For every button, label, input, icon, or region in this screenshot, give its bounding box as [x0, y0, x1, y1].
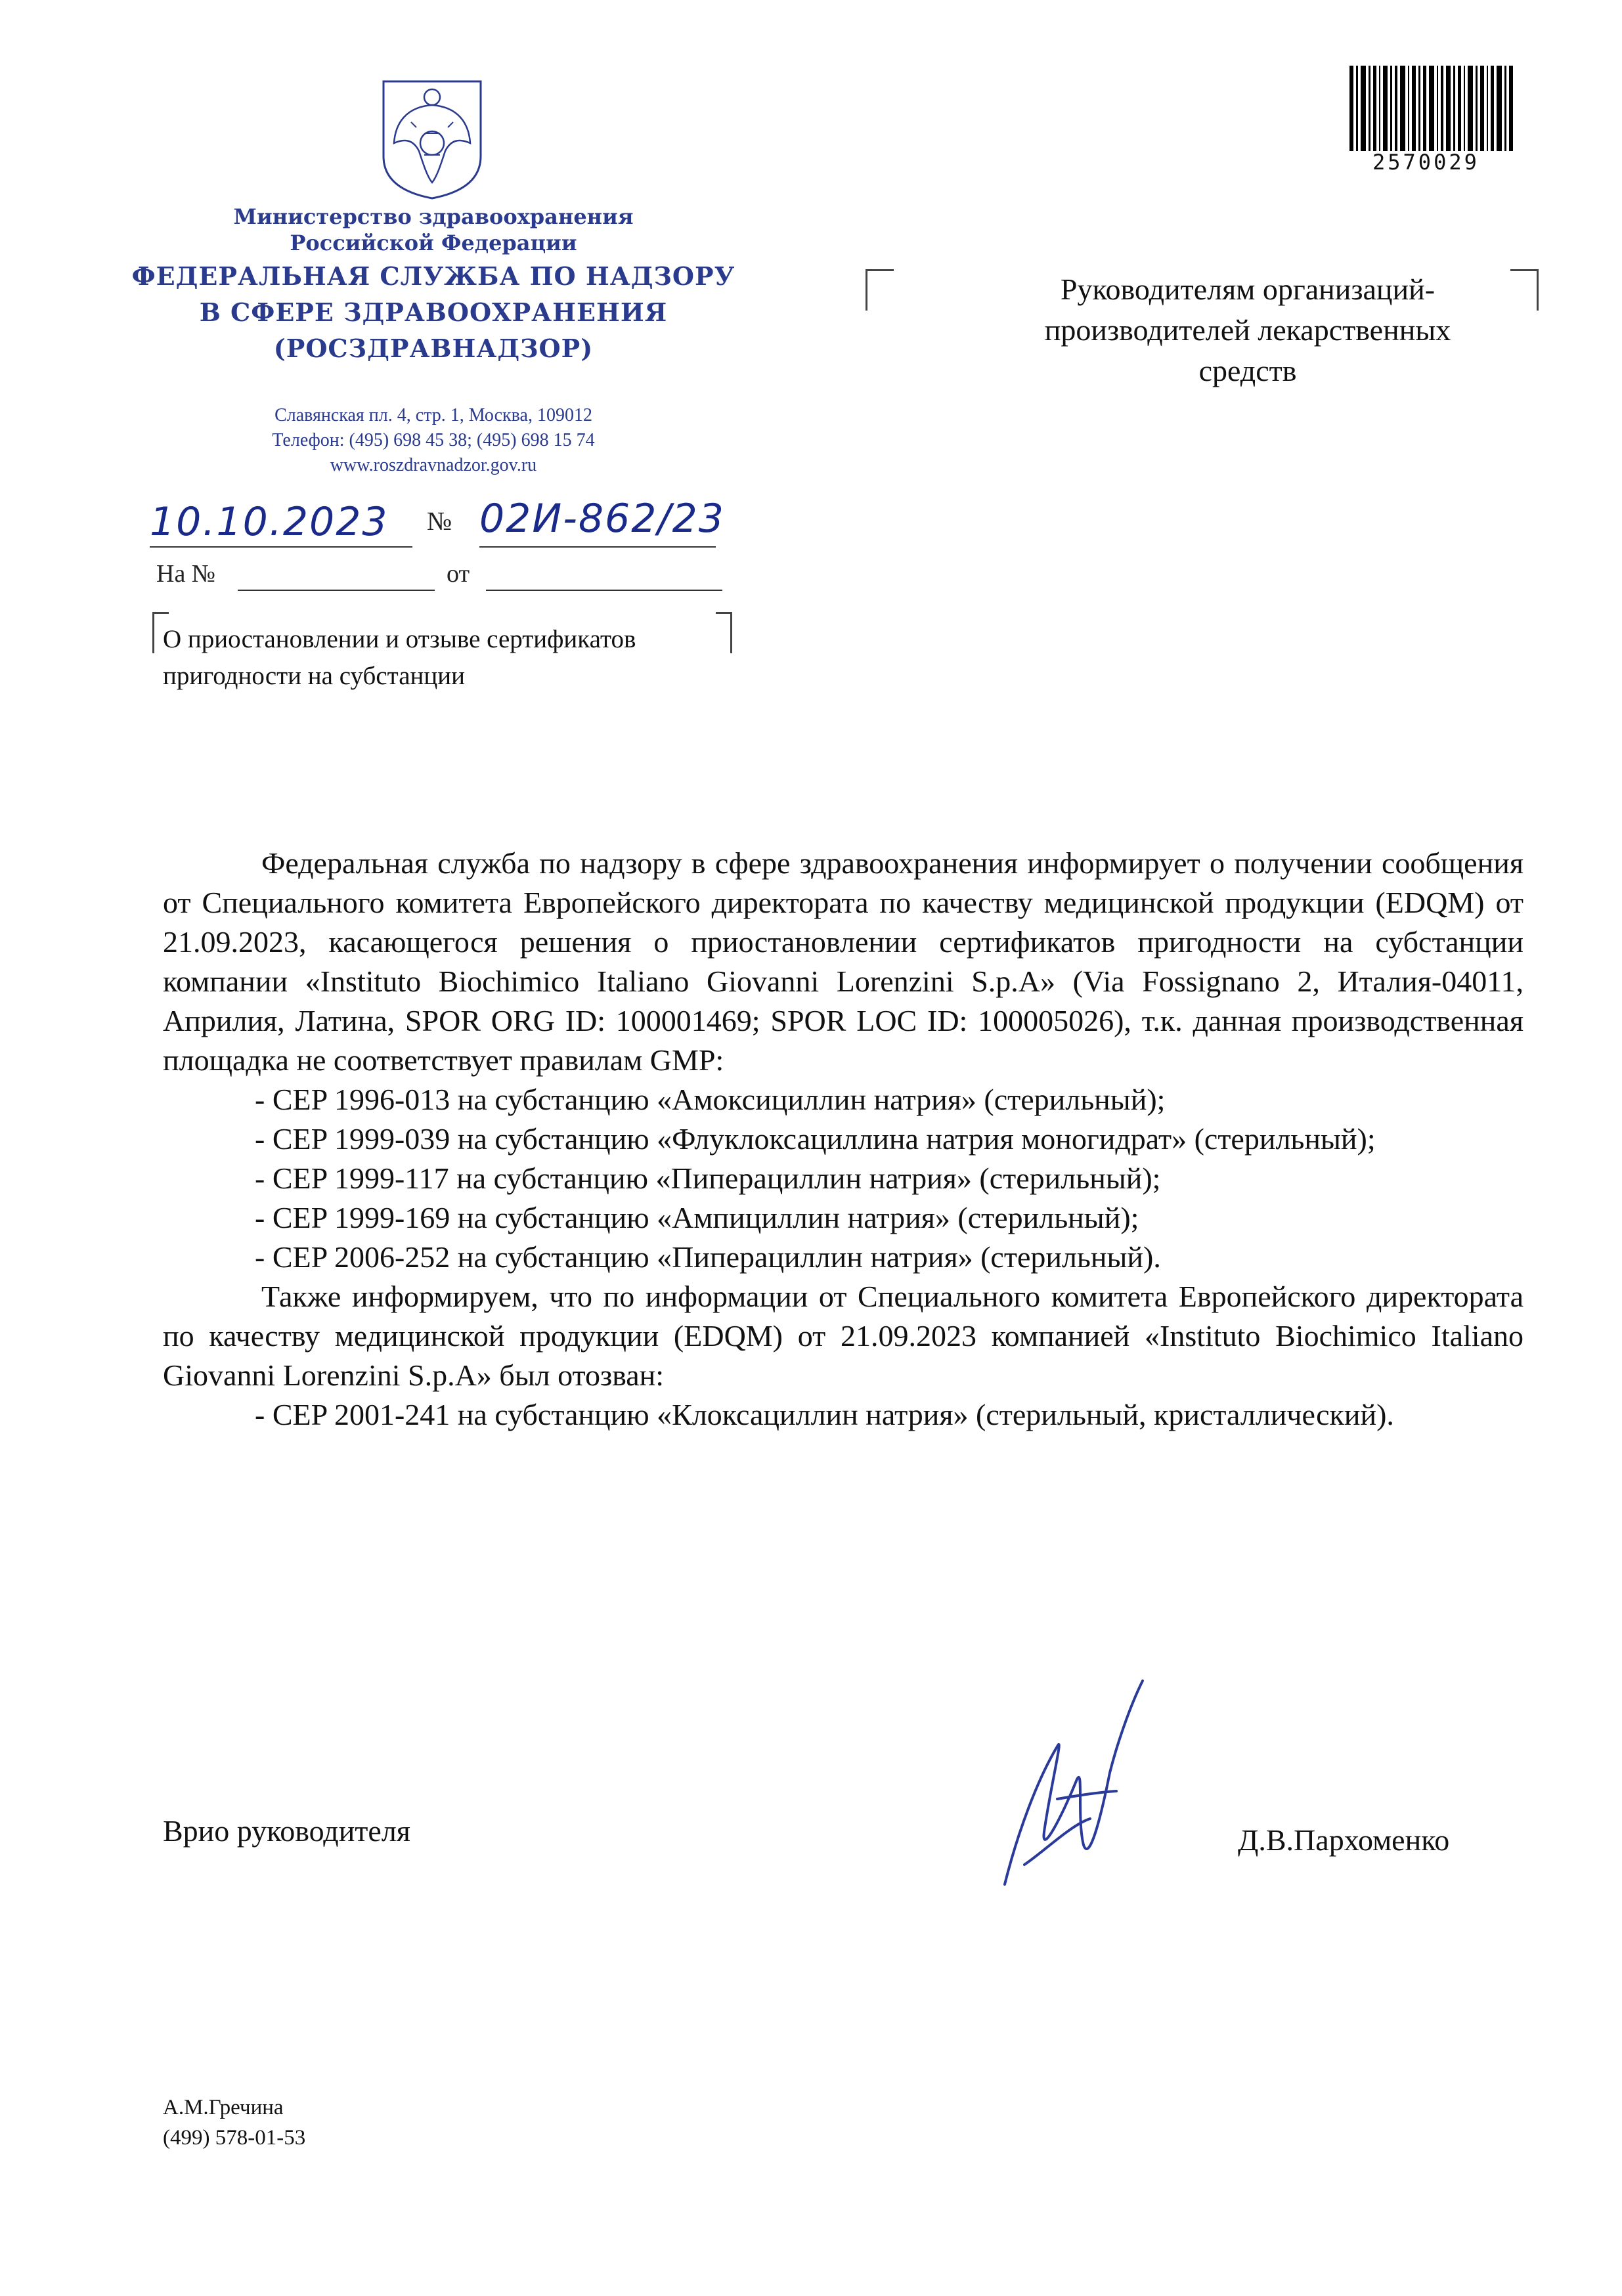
- handwritten-signature: [978, 1668, 1175, 1911]
- ref-number-blank: [238, 590, 435, 591]
- body-paragraph-2: Также информируем, что по информации от Специального комитета Европейского директората по качеству медицинской продукции (EDQM) от 21.09.2023 компанией «Instituto Biochimico Italiano Giovanni Lorenzini S.p.A» был отозван:: [163, 1280, 1523, 1392]
- signatory-name: Д.В.Пархоменко: [1238, 1823, 1450, 1857]
- reference-line: [156, 559, 215, 588]
- body-paragraph-1: Федеральная служба по надзору в сфере здравоохранения информирует о получении сообщения от Специального комитета Европейского директората по качеству медицинской продукции (EDQM) от 21.09.2023, касающегося решения о приостановлении сертификатов пригодности на субстанции компании «Instituto Biochimico Italiano Giovanni Lorenzini S.p.A» (Via Fossignano 2, Италия-04011, Априлия, Латина, SPOR ORG ID: 100001469; SPOR LOC ID: 100005026), т.к. данная производственная площадка не соответствует правилам GMP:: [163, 846, 1523, 1077]
- ministry-line2: Российской Федерации: [290, 230, 577, 255]
- phone: Телефон: (495) 698 45 38; (495) 698 15 74: [272, 430, 595, 450]
- date-underline: [150, 546, 412, 548]
- address: Славянская пл. 4, стр. 1, Москва, 109012: [274, 405, 592, 425]
- cep-item: - CEP 1999-169 на субстанцию «Ампициллин натрия» (стерильный);: [255, 1201, 1139, 1234]
- signatory-title: Врио руководителя: [163, 1814, 410, 1848]
- executor-phone: (499) 578-01-53: [163, 2126, 306, 2150]
- cep-item: - CEP 1996-013 на субстанцию «Амоксициллин натрия» (стерильный);: [255, 1083, 1166, 1116]
- executor: [163, 2092, 305, 2153]
- addressee-bracket-left: [866, 269, 894, 311]
- addressee-line1: Руководителям организаций-: [1060, 272, 1436, 306]
- service-line1: ФЕДЕРАЛЬНАЯ СЛУЖБА ПО НАДЗОРУ: [131, 261, 735, 291]
- ref-from: от: [447, 560, 470, 588]
- service-line2: В СФЕРЕ ЗДРАВООХРАНЕНИЯ: [199, 297, 668, 327]
- cep-item: - CEP 1999-117 на субстанцию «Пиперациллин натрия» (стерильный);: [255, 1161, 1161, 1195]
- addressee-line2: производителей лекарственных: [1044, 313, 1451, 347]
- registration-date: 10.10.2023: [150, 499, 389, 545]
- addressee-line3: средств: [1198, 354, 1297, 387]
- number-sign: №: [427, 506, 452, 536]
- coat-of-arms-emblem: [380, 77, 485, 201]
- website: www.roszdravnadzor.gov.ru: [330, 455, 537, 475]
- cep-withdrawn-item: - CEP 2001-241 на субстанцию «Клоксациллин натрия» (стерильный, кристаллический).: [255, 1398, 1394, 1431]
- subject: [163, 621, 820, 695]
- cep-item: - CEP 2006-252 на субстанцию «Пиперациллин натрия» (стерильный).: [255, 1240, 1161, 1274]
- subject-line2: пригодности на субстанции: [163, 662, 465, 690]
- barcode: [1349, 66, 1514, 151]
- service-line3: (РОСЗДРАВНАДЗОР): [273, 334, 594, 363]
- barcode-number: 2570029: [1372, 150, 1480, 175]
- ref-date-blank: [486, 590, 722, 591]
- ref-label: На №: [156, 560, 216, 588]
- letterhead-contacts: [131, 403, 735, 478]
- cep-item: - CEP 1999-039 на субстанцию «Флуклоксациллина натрия моногидрат» (стерильный);: [255, 1122, 1376, 1156]
- number-underline: [479, 546, 716, 548]
- addressee: [946, 269, 1550, 391]
- subject-line1: О приостановлении и отзыве сертификатов: [163, 625, 636, 653]
- registration-number: 02И-862/23: [479, 496, 725, 542]
- letter-body: [163, 844, 1523, 1435]
- letterhead: [131, 204, 735, 364]
- ministry-line1: Министерство здравоохранения: [233, 204, 634, 229]
- executor-name: А.М.Гречина: [163, 2096, 284, 2119]
